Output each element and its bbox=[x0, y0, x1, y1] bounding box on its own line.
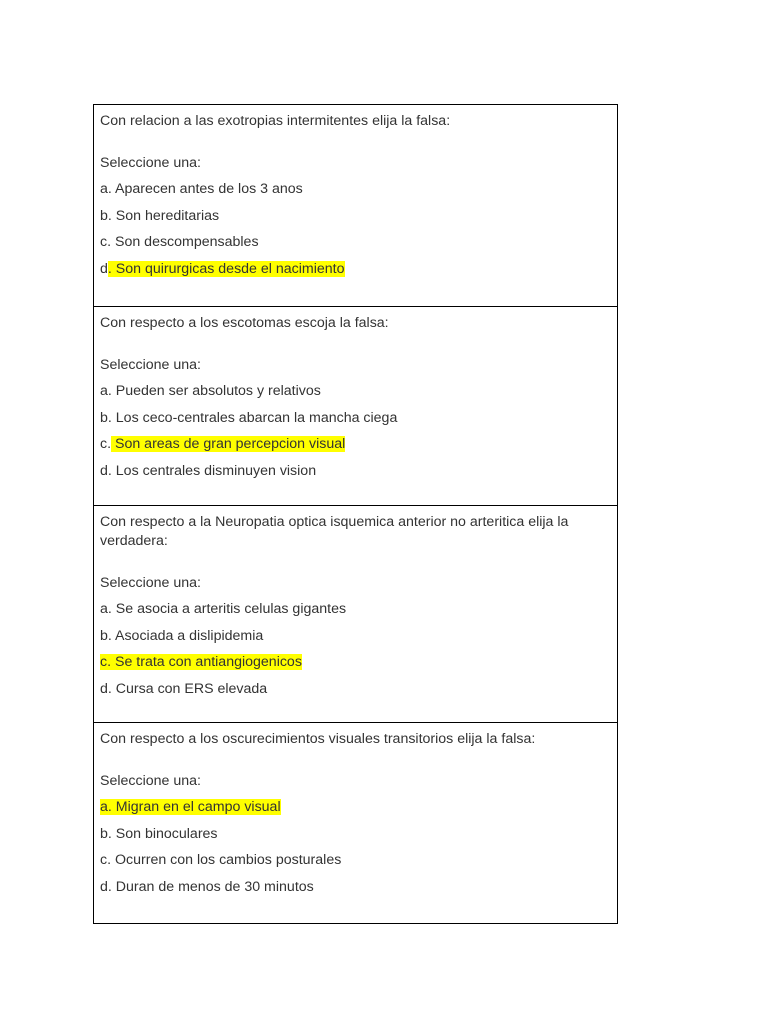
option-text: Pueden ser absolutos y relativos bbox=[111, 383, 321, 399]
option-text: Migran en el campo visual bbox=[111, 799, 281, 815]
option-text: Se trata con antiangiogenicos bbox=[111, 654, 302, 671]
highlighted-answer: Son areas de gran percepcion visual bbox=[111, 436, 346, 453]
option-text: Son hereditarias bbox=[111, 207, 220, 224]
option-a[interactable] bbox=[100, 600, 611, 619]
option-letter: d. bbox=[100, 878, 112, 895]
option-text: Aparecen antes de los 3 anos bbox=[111, 181, 303, 197]
option-letter: a. bbox=[100, 601, 112, 617]
question-cell bbox=[94, 306, 617, 505]
option-c[interactable] bbox=[100, 851, 611, 870]
option-letter: c. bbox=[100, 852, 112, 869]
highlighted-answer: . Son quirurgicas desde el nacimiento bbox=[107, 260, 345, 277]
option-b[interactable] bbox=[100, 627, 611, 646]
select-label: Seleccione una: bbox=[100, 773, 201, 789]
option-c[interactable] bbox=[100, 233, 611, 252]
option-letter: a. bbox=[100, 383, 112, 399]
select-label: Seleccione una: bbox=[100, 357, 201, 373]
question-prompt: Con respecto a los escotomas escoja la falsa: bbox=[100, 315, 389, 331]
option-text: Son descompensables bbox=[111, 234, 259, 251]
option-text: Son binoculares bbox=[111, 825, 218, 842]
option-letter: d. bbox=[100, 462, 112, 479]
option-a[interactable] bbox=[100, 180, 611, 199]
option-text: Se asocia a arteritis celulas gigantes bbox=[111, 601, 347, 617]
option-letter: a. bbox=[100, 181, 112, 197]
select-label: Seleccione una: bbox=[100, 575, 201, 591]
option-a[interactable] bbox=[100, 382, 611, 401]
option-text: Los ceco-centrales abarcan la mancha ciega bbox=[111, 409, 398, 426]
option-d[interactable] bbox=[100, 462, 611, 481]
question-cell bbox=[94, 105, 617, 306]
quiz-table bbox=[93, 104, 618, 924]
option-b[interactable] bbox=[100, 825, 611, 844]
option-c[interactable] bbox=[100, 653, 611, 672]
option-letter: b. bbox=[100, 627, 112, 644]
option-letter: b. bbox=[100, 409, 112, 426]
option-letter: c. bbox=[100, 436, 112, 453]
highlighted-answer bbox=[100, 654, 302, 670]
option-letter: c. bbox=[100, 234, 112, 251]
option-d[interactable] bbox=[100, 260, 611, 279]
question-prompt: Con relacion a las exotropias intermitentes elija la falsa: bbox=[100, 113, 451, 129]
option-text: Duran de menos de 30 minutos bbox=[111, 878, 314, 895]
select-label: Seleccione una: bbox=[100, 155, 201, 171]
option-letter: a. bbox=[100, 799, 112, 815]
question-prompt: Con respecto a los oscurecimientos visuales transitorios elija la falsa: bbox=[100, 731, 536, 747]
option-letter: d bbox=[100, 260, 108, 277]
option-letter: c. bbox=[100, 654, 112, 671]
option-text: Los centrales disminuyen vision bbox=[111, 462, 317, 479]
option-letter: b. bbox=[100, 207, 112, 224]
option-c[interactable] bbox=[100, 435, 611, 454]
option-b[interactable] bbox=[100, 409, 611, 428]
question-cell bbox=[94, 505, 617, 722]
highlighted-answer bbox=[100, 799, 281, 815]
option-text: Asociada a dislipidemia bbox=[111, 627, 264, 644]
option-text: Cursa con ERS elevada bbox=[111, 680, 268, 697]
option-d[interactable] bbox=[100, 680, 611, 699]
option-a[interactable] bbox=[100, 798, 611, 817]
question-cell bbox=[94, 722, 617, 923]
option-text: Ocurren con los cambios posturales bbox=[111, 852, 342, 869]
option-b[interactable] bbox=[100, 207, 611, 226]
option-letter: d. bbox=[100, 680, 112, 697]
option-letter: b. bbox=[100, 825, 112, 842]
option-d[interactable] bbox=[100, 878, 611, 897]
question-prompt: Con respecto a la Neuropatia optica isquemica anterior no arteritica elija la verdadera: bbox=[100, 514, 569, 549]
